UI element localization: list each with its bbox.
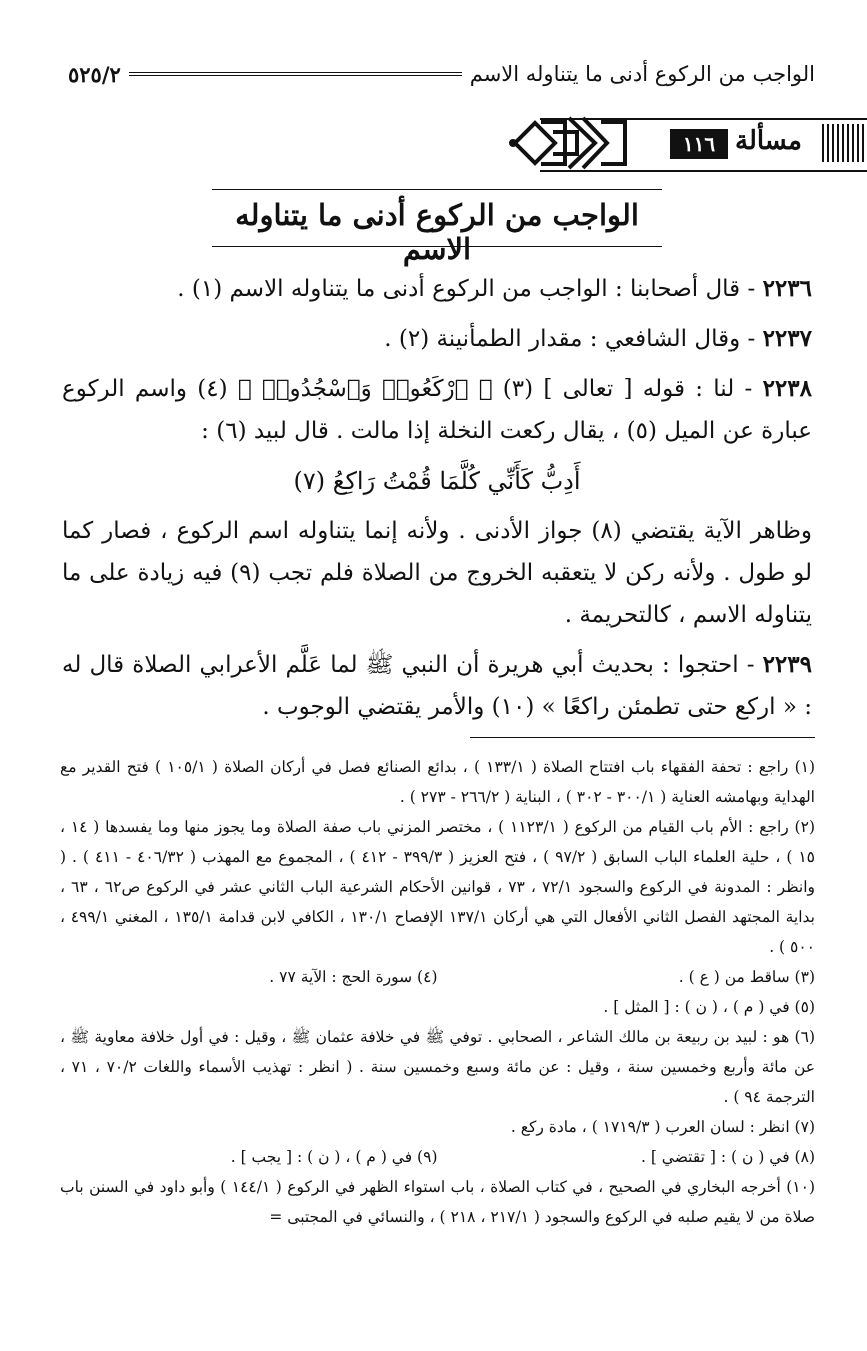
- footnote-6: (٦) هو : لبيد بن ربيعة بن مالك الشاعر ، الصحابي . توفي ﷺ في خلافة عثمان ﷺ ، وقيل : في أول خلافة معاوية ﷺ ، عن مائة وأربع وخمسين سنة ، وقيل : عن مائة وسبع وخمسين سنة . ( انظر : تهذيب الأسماء واللغات ٧٠/٢ ، ٧١ ، الترجمة ٩٤ ) .: [60, 1028, 816, 1106]
- paragraph-2238: ٢٢٣٨ - لنا : قوله [ تعالى ] (٣) ﴿ ٱرْكَعُوا۟ وَٱسْجُدُوا۟ ﴾ (٤) واسم الركوع عبارة عن الميل (٥) ، يقال ركعت النخلة إذا مالت . قال لبيد (٦) :: [62, 375, 812, 444]
- footnote-4: (٤) سورة الحج : الآية ٧٧ .: [269, 968, 438, 986]
- masala-banner: [540, 118, 867, 172]
- paragraph-2236: ٢٢٣٦ - قال أصحابنا : الواجب من الركوع أدنى ما يتناوله الاسم (١) .: [177, 275, 812, 302]
- masala-number: ١١٦: [670, 129, 728, 159]
- footnotes: [60, 752, 815, 1232]
- poetry-verse: أَدِبُّ كَأَنِّي كُلَّمَا قُمْتُ رَاكِعُ (٧): [293, 467, 581, 495]
- chapter-heading: الواجب من الركوع أدنى ما يتناوله الاسم: [235, 198, 639, 266]
- paragraph-2237: ٢٢٣٧ - وقال الشافعي : مقدار الطمأنينة (٢) .: [384, 325, 812, 352]
- page-number: ٥٢٥/٢: [68, 61, 121, 87]
- body-text: [62, 268, 812, 736]
- footnote-3: (٣) ساقط من ( ع ) .: [678, 968, 815, 986]
- footnote-2: (٢) راجع : الأم باب القيام من الركوع ( ١١٢٣/١ ) ، مختصر المزني باب صفة الصلاة وما يجوز منها وما يفسدها ( ١٤ ، ١٥ ) ، حلية العلماء الباب السابق ( ٩٧/٢ ) ، فتح العزيز ( ٣٩٩/٣ - ٤١٢ ) ، المجموع مع المهذب ( ٤٠٦/٣٢ - ٤١١ ) . ( وانظر : المدونة في الركوع والسجود ٧٢/١ ، ٧٣ ، قوانين الأحكام الشرعية الباب الثاني عشر في الركوع ص٦٢ ، ٦٣ ، بداية المجتهد الفصل الثاني الأفعال التي هي أركان ١٣٧/١ الإفصاح ١٣٠/١ ، الكافي لابن قدامة ١٣٥/١ ، المغني ٤٩٩/١ ، ٥٠٠ ) .: [60, 818, 816, 956]
- paragraph-argument: وظاهر الآية يقتضي (٨) جواز الأدنى . ولأنه إنما يتناوله اسم الركوع ، فصار كما لو طول . ولأنه ركن لا يتعقبه الخروج من الصلاة فلم تجب (٩) فيه زيادة على ما يتناوله الاسم ، كالتحريمة .: [62, 518, 812, 628]
- footnote-row-3-4: [60, 962, 815, 992]
- heading-rule-bottom: [212, 246, 662, 247]
- footnote-10: (١٠) أخرجه البخاري في الصحيح ، في كتاب الصلاة ، باب استواء الظهر في الركوع ( ١٤٤/١ ) وأبو داود في السنن باب صلاة من لا يقيم صلبه في الركوع والسجود ( ٢١٧/١ ، ٢١٨ ) ، والنسائي في المجتبى =: [60, 1178, 816, 1226]
- footnote-row-8-9: [60, 1142, 815, 1172]
- running-title: الواجب من الركوع أدنى ما يتناوله الاسم: [469, 62, 815, 86]
- footnote-5: (٥) في ( م ) ، ( ن ) : [ المثل ] .: [603, 998, 815, 1016]
- running-header: [68, 58, 815, 90]
- footnote-rule: [470, 737, 815, 738]
- footnote-8: (٨) في ( ن ) : [ تقتضي ] .: [640, 1148, 815, 1166]
- footnote-9: (٩) في ( م ) ، ( ن ) : [ يجب ] .: [230, 1148, 438, 1166]
- bars-ornament-icon: [820, 124, 867, 162]
- heading-rule-top: [212, 189, 662, 190]
- footnote-7: (٧) انظر : لسان العرب ( ١٧١٩/٣ ) ، مادة ركع .: [510, 1118, 815, 1136]
- footnote-1: (١) راجع : تحفة الفقهاء باب افتتاح الصلاة ( ١٣٣/١ ) ، بدائع الصنائع فصل في أركان الصلاة ( ١٠٥/١ ) فتح القدير مع الهداية وبهامشه العناية ( ٣٠٠/١ - ٣٠٢ ) ، البناية ( ٢٦٦/٢ - ٢٧٣ ) .: [60, 758, 816, 806]
- paragraph-2239: ٢٢٣٩ - احتجوا : بحديث أبي هريرة أن النبي ﷺ لما عَلَّم الأعرابي الصلاة قال له : « اركع حتى تطمئن راكعًا » (١٠) والأمر يقتضي الوجوب .: [62, 651, 812, 720]
- masala-label: مسألة: [735, 126, 802, 156]
- header-rule: [129, 72, 462, 76]
